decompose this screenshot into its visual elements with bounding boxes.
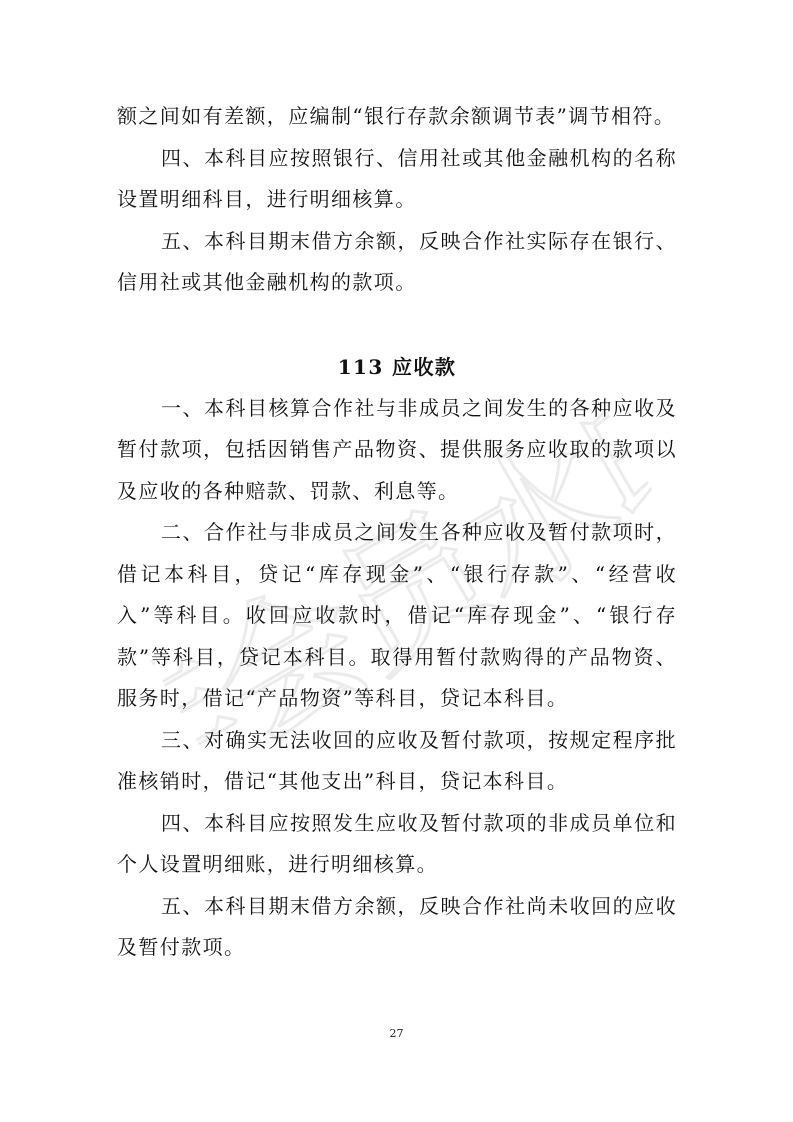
document-body xyxy=(117,96,677,969)
watermark-text: 非会员水印 xyxy=(124,356,696,824)
page-number: 27 xyxy=(389,1027,404,1040)
paragraph-item-2: 二、合作社与非成员之间发生各种应收及暂付款项时，借记本科目，贷记“库存现金”、“银行存款”、“经营收入”等科目。收回应收款时，借记“库存现金”、“银行存款”等科目，贷记本科目。取得用暂付款购得的产品物资、服务时，借记“产品物资”等科目，贷记本科目。 xyxy=(117,520,677,710)
paragraph-item-1: 一、本科目核算合作社与非成员之间发生的各种应收及暂付款项，包括因销售产品物资、提供服务应收取的款项以及应收的各种赔款、罚款、利息等。 xyxy=(117,395,677,503)
paragraph-item-5-bank: 五、本科目期末借方余额，反映合作社实际存在银行、信用社或其他金融机构的款项。 xyxy=(117,228,677,294)
paragraph-item-3: 三、对确实无法收回的应收及暂付款项，按规定程序批准核销时，借记“其他支出”科目，贷记本科目。 xyxy=(117,727,677,793)
paragraph-item-4: 四、本科目应按照发生应收及暂付款项的非成员单位和个人设置明细账，进行明细核算。 xyxy=(117,810,677,876)
paragraph-item-5: 五、本科目期末借方余额，反映合作社尚未收回的应收及暂付款项。 xyxy=(117,893,677,959)
paragraph-continuation: 额之间如有差额，应编制“银行存款余额调节表”调节相符。 xyxy=(117,104,676,128)
section-heading: 113 应收款 xyxy=(337,354,457,379)
paragraph-item-4-bank: 四、本科目应按照银行、信用社或其他金融机构的名称设置明细科目，进行明细核算。 xyxy=(117,145,677,211)
